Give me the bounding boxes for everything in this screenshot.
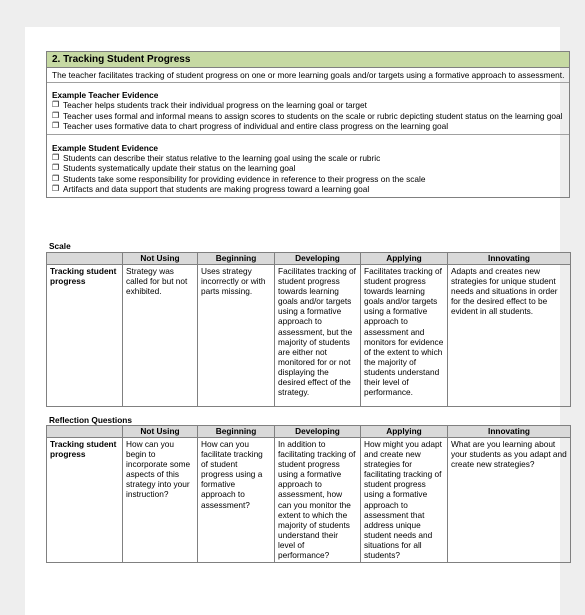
table-cell: How can you begin to incorporate some aspects of this strategy into your instruction? (123, 438, 198, 563)
row-header: Tracking student progress (47, 438, 123, 563)
table-header-row (47, 253, 571, 265)
evidence-text: Teacher uses formative data to chart progress of individual and entire class progress on the learning goal (63, 120, 449, 131)
column-header: Developing (275, 253, 361, 265)
student-evidence-block (47, 134, 569, 197)
teacher-evidence-title: Example Teacher Evidence (52, 90, 159, 101)
evidence-text: Students can describe their status relative to the learning goal using the scale or rubric (63, 153, 381, 164)
checkbox-icon: ❐ (52, 163, 60, 173)
document-page (25, 27, 567, 615)
column-header: Beginning (198, 253, 275, 265)
reflection-questions-label: Reflection Questions (49, 415, 132, 425)
table-row (47, 438, 571, 563)
table-cell: In addition to facilitating tracking of student progress using a formative approach to assessment, how can you monitor the extent to which the majority of students understand their level of performance? (275, 438, 361, 563)
evidence-text: Artifacts and data support that students are making progress toward a learning goal (63, 183, 370, 194)
reflection-table (46, 425, 571, 563)
table-row (47, 265, 571, 407)
table-header-row (47, 426, 571, 438)
list-item (52, 111, 565, 121)
list-item (52, 163, 565, 173)
section-title: 2. Tracking Student Progress (47, 52, 569, 68)
teacher-evidence-block (47, 83, 569, 134)
column-header (47, 253, 123, 265)
column-header (47, 426, 123, 438)
list-item (52, 174, 565, 184)
evidence-text: Teacher uses formal and informal means to assign scores to students on the scale or rubric depicting student status on the learning goal (63, 110, 563, 121)
column-header: Innovating (448, 253, 571, 265)
checkbox-icon: ❐ (52, 153, 60, 163)
column-header: Not Using (123, 253, 198, 265)
list-item (52, 100, 565, 110)
scale-table (46, 252, 571, 407)
column-header: Innovating (448, 426, 571, 438)
column-header: Applying (361, 253, 448, 265)
list-item (52, 121, 565, 131)
table-cell: Uses strategy incorrectly or with parts missing. (198, 265, 275, 407)
table-cell: Facilitates tracking of student progress towards learning goals and/or targets using a formative approach to assessment and monitors for evidence of the extent to which the majority of students understand their level of performance. (361, 265, 448, 407)
section-intro: The teacher facilitates tracking of student progress on one or more learning goals and/or targets using a formative approach to assessment. (47, 68, 569, 83)
table-cell: What are you learning about your students as you adapt and create new strategies? (448, 438, 571, 563)
table-cell: How might you adapt and create new strategies for facilitating tracking of student progress using a formative approach to assessment that address unique student needs and situations for all students? (361, 438, 448, 563)
evidence-text: Students take some responsibility for providing evidence in reference to their progress on the scale (63, 173, 426, 184)
list-item (52, 184, 565, 194)
table-cell: Adapts and creates new strategies for unique student needs and situations in order for the desired effect to be evident in all students. (448, 265, 571, 407)
table-cell: Facilitates tracking of student progress towards learning goals and/or targets using a formative approach to assessment, but the majority of students are either not monitored for or not displaying the desired effect of the strategy. (275, 265, 361, 407)
table-cell: How can you facilitate tracking of student progress using a formative approach to assessment? (198, 438, 275, 563)
scale-label: Scale (49, 241, 71, 251)
evidence-text: Teacher helps students track their individual progress on the learning goal or target (63, 100, 367, 111)
checkbox-icon: ❐ (52, 183, 60, 193)
checkbox-icon: ❐ (52, 120, 60, 130)
checkbox-icon: ❐ (52, 173, 60, 183)
list-item (52, 153, 565, 163)
student-evidence-title: Example Student Evidence (52, 143, 159, 154)
column-header: Not Using (123, 426, 198, 438)
table-cell: Strategy was called for but not exhibited. (123, 265, 198, 407)
column-header: Developing (275, 426, 361, 438)
column-header: Applying (361, 426, 448, 438)
row-header: Tracking student progress (47, 265, 123, 407)
column-header: Beginning (198, 426, 275, 438)
evidence-text: Students systematically update their status on the learning goal (63, 163, 296, 174)
section-tracking-student-progress (46, 51, 570, 198)
checkbox-icon: ❐ (52, 100, 60, 110)
checkbox-icon: ❐ (52, 110, 60, 120)
